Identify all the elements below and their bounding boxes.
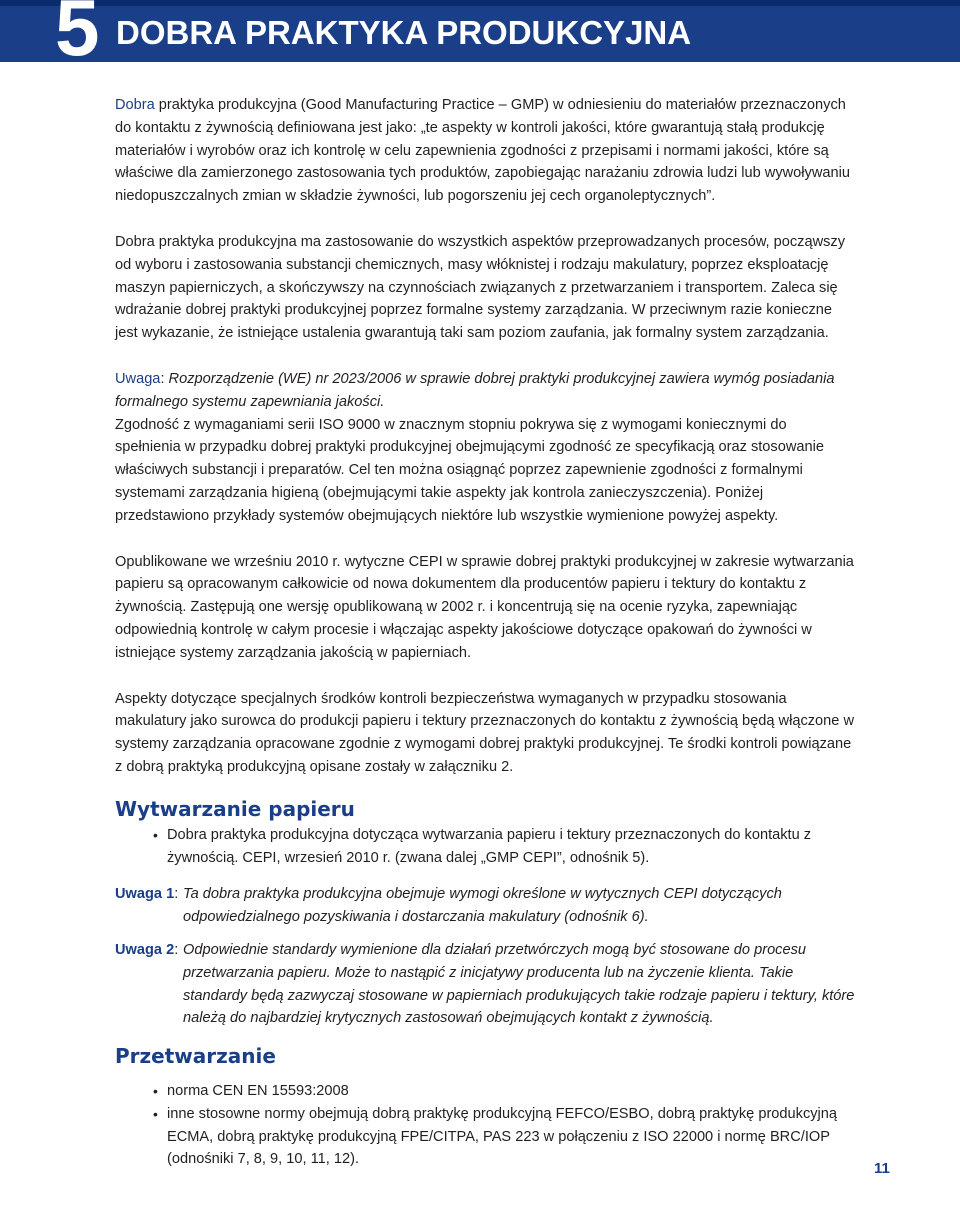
list-item-text: Dobra praktyka produkcyjna dotycząca wytwarzania papieru i tektury przeznaczonych do kontaktu z żywnością. CEPI, wrzesień 2010 r. (zwana dalej „GMP CEPI”, odnośnik 5). [167,826,812,866]
note-2-label [115,939,178,962]
intro-text: praktyka produkcyjna (Good Manufacturing Practice – GMP) w odniesieniu do materiałów przeznaczonych do kontaktu z żywnością definiowana jest jako: „te aspekty w kontroli jakości, które gwarantują stałą produkcję materiałów i wyrobów oraz ich kontrolę w celu zapewnienia zgodności z przepisami i normami jakości, które są właściwe dla zamierzonego zastosowania tych produktów, zapobiegając narażaniu zdrowia ludzi lub wywoływaniu niedopuszczalnych zmian w składzie żywności, lub pogorszeniu jej cech organoleptycznych”. [115,97,850,205]
bullet-icon: • [153,1083,158,1100]
uwaga-colon: : [160,370,165,387]
list-item [153,824,855,870]
paragraph-scope: Dobra praktyka produkcyjna ma zastosowanie do wszystkich aspektów przeprowadzanych procesów, począwszy od wyboru i zastosowania substancji chemicznych, masy włóknistej i rodzaju makulatury, poprzez eksploatację maszyn papierniczych, a skończywszy na czynnościach związanych z przetwarzaniem i transportem. Zaleca się wdrażanie dobrej praktyki produkcyjnej poprzez formalne systemy zarządzania. W przeciwnym razie konieczne jest wykazanie, że istniejące ustalenia gwarantują taki sam poziom zaufania, jak formalny system zarządzania. [115,233,846,342]
note-2-label-text: Uwaga 2 [115,941,175,958]
paragraph-recovered-paper: Aspekty dotyczące specjalnych środków kontroli bezpieczeństwa wymaganych w przypadku stosowania makulatury jako surowca do produkcji papieru i tektury przeznaczonych do kontaktu z żywnością będą włączone w systemy zarządzania opracowane zgodnie z wymogami dobrej praktyki produkcyjnej. Te środki kontroli powiązane z dobrą praktyką produkcyjną opisane zostały w załączniku 2. [115,690,854,775]
section-heading-papermaking: Wytwarzanie papieru [115,796,355,821]
note-2-text: Odpowiednie standardy wymienione dla działań przetwórczych mogą być stosowane do procesu przetwarzania papieru. Może to nastąpić z inicjatywy producenta lub na życzenie klienta. Takie standardy będą zazwyczaj stosowane w papierniach produkujących takie rodzaje papieru i tektury, które należą do najbardziej krytycznych zastosowań obejmujących kontakt z żywnością. [183,941,855,1027]
intro-paragraph [115,94,855,208]
chapter-title: DOBRA PRAKTYKA PRODUKCYJNA [116,14,692,51]
list-item [153,1080,855,1103]
papermaking-bullet-list [115,824,855,870]
list-item [153,1103,855,1171]
section-heading-converting: Przetwarzanie [115,1044,276,1069]
header-top-stripe [0,0,960,6]
note-1 [115,883,855,929]
note-1-label-text: Uwaga 1 [115,886,175,903]
paragraph-cepi-guidelines: Opublikowane we wrześniu 2010 r. wytyczne CEPI w sprawie dobrej praktyki produkcyjnej w zakresie wytwarzania papieru są opracowanym całkowicie od nowa dokumentem dla producentów papieru i tektury do kontaktu z żywnością. Zastępują one wersję opublikowaną w 2002 r. i koncentrują się na ocenie ryzyka, zapewniając odpowiednią kontrolę w całym procesie i włączając aspekty jakościowe dotyczące opakowań do żywności w istniejące systemy zarządzania jakością w papierniach. [115,553,854,661]
note-2-colon: : [174,941,179,958]
note-2 [115,939,855,1030]
list-item-text: norma CEN EN 15593:2008 [167,1083,349,1100]
note-1-label [115,883,178,906]
uwaga-regulation-note [115,368,855,414]
converting-bullet-list [115,1080,855,1171]
page-number: 11 [874,1160,890,1177]
list-item-text: inne stosowne normy obejmują dobrą praktykę produkcyjną FEFCO/ESBO, dobrą praktykę produkcyjną ECMA, dobrą praktykę produkcyjną FPE/CITPA, PAS 223 w połączeniu z ISO 22000 i normę BRC/IOP (odnośniki 7, 8, 9, 10, 11, 12). [167,1105,838,1168]
uwaga-text: Rozporządzenie (WE) nr 2023/2006 w sprawie dobrej praktyki produkcyjnej zawiera wymóg posiadania formalnego systemu zapewniania jakości. [115,370,835,410]
chapter-number: 5 [55,0,98,72]
paragraph-iso: Zgodność z wymaganiami serii ISO 9000 w znacznym stopniu pokrywa się z wymogami koniecznymi do spełnienia w przypadku dobrej praktyki produkcyjnej obejmującymi zgodność ze specyfikacją oraz stosowanie właściwych substancji i preparatów. Cel ten można osiągnąć poprzez zapewnienie zgodności z formalnymi systemami zarządzania higieną (obejmującymi takie aspekty jak kontrola zanieczyszczenia). Poniżej przedstawiono przykłady systemów obejmujących niektóre lub wszystkie wymienione powyżej aspekty. [115,416,824,524]
page-content [115,94,855,1171]
intro-lead-word: Dobra [115,97,155,113]
bullet-icon: • [153,1105,158,1122]
note-1-text: Ta dobra praktyka produkcyjna obejmuje wymogi określone w wytycznych CEPI dotyczących odpowiedzialnego pozyskiwania i dostarczania makulatury (odnośnik 6). [183,886,782,926]
note-1-colon: : [174,886,179,903]
uwaga-label: Uwaga [115,370,161,387]
bullet-icon: • [153,826,158,843]
